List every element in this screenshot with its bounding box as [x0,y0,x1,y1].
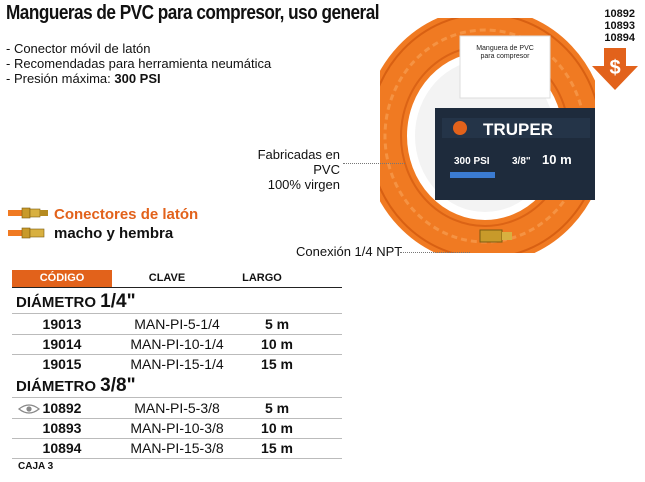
svg-text:Manguera de PVC: Manguera de PVC [476,45,534,52]
callout-leader-line [400,252,470,253]
code-2: 10893 [604,20,635,32]
divider [12,458,342,459]
svg-text:300 PSI: 300 PSI [454,156,490,167]
table-row: 19014 MAN-PI-10-1/4 10 m [42,336,293,352]
feature-list [6,41,271,86]
svg-text:3/8": 3/8" [512,156,531,167]
page-title: Mangueras de PVC para compresor, uso general [6,2,380,24]
column-header-length: LARGO [242,272,282,284]
column-header-key: CLAVE [148,272,186,284]
connection-callout: Conexión 1/4 NPT [296,244,403,259]
table-row: 10894 MAN-PI-15-3/8 15 m [42,440,293,456]
feature-item: - Presión máxima: 300 PSI [6,71,161,86]
section-heading-diameter: DIÁMETRO 3/8" [16,375,136,396]
callout-leader-line [343,163,405,164]
table-row: 10892 MAN-PI-5-3/8 5 m [42,400,290,416]
svg-text:10 m: 10 m [542,152,572,167]
table-row: 10893 MAN-PI-10-3/8 10 m [42,420,293,436]
table-row: 19013 MAN-PI-5-1/4 5 m [42,316,290,332]
connectors-subtitle: macho y hembra [54,225,174,242]
price-dollar-icon [590,48,640,90]
brand-logo-text: TRUPER [483,120,553,139]
svg-text:$: $ [609,57,621,79]
material-callout: Fabricadas en PVC 100% virgen [257,147,340,192]
column-header-code: CÓDIGO [12,270,112,287]
box-quantity: CAJA 3 [18,461,54,472]
feature-item: - Recomendadas para herramienta neumática [6,56,272,71]
brass-connector-icon [8,205,50,243]
svg-text:para compresor: para compresor [480,53,530,60]
connectors-title: Conectores de latón [54,206,199,223]
code-1: 10892 [604,8,635,20]
feature-item: - Conector móvil de latón [6,41,151,56]
table-row: 19015 MAN-PI-15-1/4 15 m [42,356,293,372]
hose-product-image [380,18,595,253]
product-codes [595,8,635,44]
section-heading-diameter: DIÁMETRO 1/4" [16,291,136,312]
table-header [12,270,342,287]
code-3: 10894 [604,32,635,44]
divider [12,287,342,288]
